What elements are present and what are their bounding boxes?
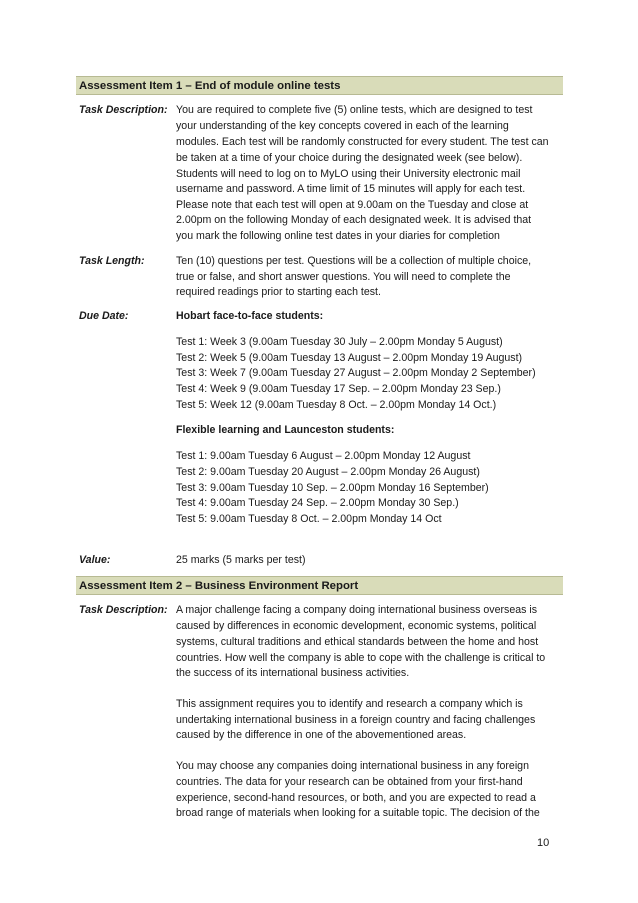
task-length-label: Task Length: [79, 255, 145, 267]
text-line: 2.00pm on the following Monday of each designated week. It is advised that [176, 214, 532, 226]
test-date-line: Test 1: Week 3 (9.00am Tuesday 30 July – 2.00pm Monday 5 August) [176, 336, 503, 348]
text-line: modules. Each test will be randomly constructed for every student. The test can [176, 136, 549, 148]
test-date-line: Test 1: 9.00am Tuesday 6 August – 2.00pm Monday 12 August [176, 450, 471, 462]
text-line: Please note that each test will open at 9.00am on the Tuesday and close at [176, 199, 529, 211]
text-line: You are required to complete five (5) online tests, which are designed to test [176, 104, 533, 116]
text-line: true or false, and short answer questions. You will need to complete the [176, 271, 511, 283]
text-line: undertaking international business in a foreign country and facing challenges [176, 714, 536, 726]
due-date-label: Due Date: [79, 310, 129, 322]
page-number: 10 [537, 837, 550, 849]
text-line: Students will need to log on to MyLO using their University electronic mail [176, 168, 521, 180]
text-line: the success of its international business activities. [176, 667, 410, 679]
text-line: Ten (10) questions per test. Questions will be a collection of multiple choice, [176, 255, 532, 267]
assessment-item-1-heading: Assessment Item 1 – End of module online tests [79, 80, 341, 92]
text-line: be taken at a time of your choice during the designated week (see below). [176, 152, 523, 164]
assessment-item-1-banner [76, 76, 563, 95]
assessment-item-2-heading: Assessment Item 2 – Business Environment Report [79, 580, 359, 592]
value-text: 25 marks (5 marks per test) [176, 554, 306, 566]
text-line: experience, second-hand resources, or both, and you are expected to read a [176, 792, 536, 804]
task-description-label: Task Description: [79, 604, 168, 616]
text-line: caused by the difference in one of the abovementioned areas. [176, 729, 467, 741]
test-date-line: Test 2: Week 5 (9.00am Tuesday 13 August – 2.00pm Monday 19 August) [176, 352, 523, 364]
hobart-students-heading: Hobart face-to-face students: [176, 310, 324, 322]
task-description-label: Task Description: [79, 104, 168, 116]
text-line: your understanding of the key concepts covered in each of the learning [176, 120, 509, 132]
text-line: caused by differences in economic development, economic systems, political [176, 620, 537, 632]
test-date-line: Test 2: 9.00am Tuesday 20 August – 2.00pm Monday 26 August) [176, 466, 480, 478]
text-line: You may choose any companies doing international business in any foreign [176, 760, 529, 772]
text-line: countries. The data for your research can be obtained from your first-hand [176, 776, 523, 788]
test-date-line: Test 3: Week 7 (9.00am Tuesday 27 August – 2.00pm Monday 2 September) [176, 367, 536, 379]
text-line: systems, cultural traditions and ethical standards between the home and host [176, 636, 539, 648]
test-date-line: Test 3: 9.00am Tuesday 10 Sep. – 2.00pm Monday 16 September) [176, 482, 489, 494]
text-line: countries. How well the company is able to cope with the challenge is critical to [176, 652, 546, 664]
test-date-line: Test 5: 9.00am Tuesday 8 Oct. – 2.00pm Monday 14 Oct [176, 513, 442, 525]
text-line: required readings prior to starting each test. [176, 286, 381, 298]
text-line: broad range of materials when looking for a suitable topic. The decision of the [176, 807, 540, 819]
value-label: Value: [79, 554, 111, 566]
text-line: A major challenge facing a company doing international business overseas is [176, 604, 537, 616]
test-date-line: Test 4: 9.00am Tuesday 24 Sep. – 2.00pm Monday 30 Sep.) [176, 497, 459, 509]
text-line: username and password. A time limit of 15 minutes will apply for each test. [176, 183, 526, 195]
flexible-students-heading: Flexible learning and Launceston students: [176, 424, 395, 436]
test-date-line: Test 5: Week 12 (9.00am Tuesday 8 Oct. – 2.00pm Monday 14 Oct.) [176, 399, 497, 411]
text-line: you mark the following online test dates in your diaries for completion [176, 230, 500, 242]
assessment-item-2-banner [76, 576, 563, 595]
text-line: This assignment requires you to identify and research a company which is [176, 698, 523, 710]
test-date-line: Test 4: Week 9 (9.00am Tuesday 17 Sep. – 2.00pm Monday 23 Sep.) [176, 383, 501, 395]
